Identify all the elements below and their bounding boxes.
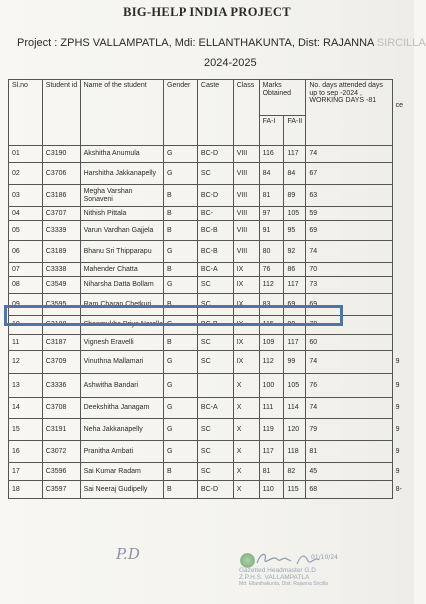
- table-row: [9, 463, 415, 481]
- table-row: [9, 351, 415, 374]
- cell-extra: [392, 163, 414, 185]
- table-row: [9, 163, 415, 185]
- cell-student-id: C3072: [42, 441, 80, 463]
- header-fa1: FA-I: [259, 116, 284, 146]
- cell-fa2: 92: [284, 241, 306, 263]
- academic-year: 2024-2025: [204, 57, 257, 69]
- cell-fa1: 83: [259, 294, 284, 316]
- cell-class: VIII: [233, 163, 259, 185]
- cell-extra: [392, 263, 414, 277]
- cell-extra: [392, 221, 414, 241]
- cell-days: 78: [306, 316, 392, 335]
- cell-days: 74: [306, 241, 392, 263]
- project-line: [17, 37, 426, 49]
- cell-caste: BC-D: [197, 185, 233, 207]
- cell-fa2: 115: [284, 481, 306, 499]
- cell-fa1: 112: [259, 351, 284, 374]
- table-row: [9, 263, 415, 277]
- cell-fa1: 81: [259, 185, 284, 207]
- cell-days: 74: [306, 146, 392, 163]
- project-text-faint: SIRCILLA: [376, 37, 426, 49]
- header-name: Name of the student: [80, 80, 163, 146]
- cell-days: 73: [306, 277, 392, 294]
- cell-gender: B: [164, 335, 198, 351]
- cell-extra: 9: [392, 441, 414, 463]
- cell-name: Sai Neeraj Gudipelly: [80, 481, 163, 499]
- cell-fa2: 82: [284, 463, 306, 481]
- cell-student-id: C3595: [42, 294, 80, 316]
- table-row: [9, 398, 415, 419]
- header-caste: Caste: [197, 80, 233, 146]
- cell-extra: 9: [392, 398, 414, 419]
- cell-gender: G: [164, 398, 198, 419]
- school-stamp: [239, 567, 379, 588]
- cell-caste: BC-A: [197, 398, 233, 419]
- cell-slno: 13: [9, 374, 43, 398]
- cell-caste: SC: [197, 441, 233, 463]
- cell-caste: BC-D: [197, 146, 233, 163]
- cell-caste: BC-: [197, 207, 233, 221]
- cell-days: 69: [306, 294, 392, 316]
- cell-fa1: 112: [259, 277, 284, 294]
- cell-extra: [392, 294, 414, 316]
- cell-fa2: 120: [284, 419, 306, 441]
- cell-gender: G: [164, 374, 198, 398]
- cell-days: 74: [306, 351, 392, 374]
- student-table: [8, 79, 414, 499]
- cell-student-id: C3338: [42, 263, 80, 277]
- cell-extra: 9: [392, 351, 414, 374]
- stamp-line-2: Z.P.H.S. VALLAMPATLA: [239, 574, 310, 582]
- stamp-line-1: Gazetted Headmaster G.D: [239, 567, 316, 574]
- cell-gender: B: [164, 221, 198, 241]
- cell-fa1: 111: [259, 398, 284, 419]
- cell-extra: 8-: [392, 481, 414, 499]
- cell-student-id: C3339: [42, 221, 80, 241]
- cell-days: 60: [306, 335, 392, 351]
- table-row: [9, 374, 415, 398]
- cell-fa1: 97: [259, 207, 284, 221]
- cell-student-id: C3596: [42, 463, 80, 481]
- header-gender: Gender: [164, 80, 198, 146]
- cell-gender: G: [164, 163, 198, 185]
- header-extra: ce: [392, 80, 414, 146]
- cell-class: VIII: [233, 241, 259, 263]
- cell-class: IX: [233, 294, 259, 316]
- header-class: Class: [233, 80, 259, 146]
- cell-name: Neha Jakkanapelly: [80, 419, 163, 441]
- cell-fa1: 110: [259, 481, 284, 499]
- cell-gender: B: [164, 481, 198, 499]
- cell-gender: B: [164, 463, 198, 481]
- cell-student-id: C3186: [42, 185, 80, 207]
- cell-fa2: 114: [284, 398, 306, 419]
- cell-fa2: 89: [284, 185, 306, 207]
- cell-fa2: 105: [284, 374, 306, 398]
- cell-student-id: C3708: [42, 398, 80, 419]
- cell-class: VIII: [233, 185, 259, 207]
- cell-class: VIII: [233, 207, 259, 221]
- cell-student-id: C3188: [42, 316, 80, 335]
- header-slno: Sl.no: [9, 80, 43, 146]
- cell-name: Vignesh Eravelli: [80, 335, 163, 351]
- cell-extra: [392, 277, 414, 294]
- cell-fa2: 95: [284, 221, 306, 241]
- cell-class: X: [233, 481, 259, 499]
- cell-caste: SC: [197, 277, 233, 294]
- cell-caste: BC-A: [197, 263, 233, 277]
- highlight-box: [4, 305, 343, 326]
- cell-slno: 18: [9, 481, 43, 499]
- cell-class: IX: [233, 263, 259, 277]
- cell-days: 69: [306, 221, 392, 241]
- cell-fa1: 100: [259, 374, 284, 398]
- cell-student-id: C3709: [42, 351, 80, 374]
- cell-class: IX: [233, 277, 259, 294]
- cell-extra: [392, 207, 414, 221]
- table-row: [9, 419, 415, 441]
- cell-fa2: 117: [284, 277, 306, 294]
- cell-gender: B: [164, 294, 198, 316]
- cell-student-id: C3707: [42, 207, 80, 221]
- cell-name: Shanmukha Priya Nerella: [80, 316, 163, 335]
- cell-gender: G: [164, 441, 198, 463]
- cell-extra: [392, 241, 414, 263]
- cell-days: 67: [306, 163, 392, 185]
- table-row: [9, 241, 415, 263]
- cell-slno: 01: [9, 146, 43, 163]
- cell-gender: B: [164, 263, 198, 277]
- cell-fa1: 116: [259, 146, 284, 163]
- cell-name: Pranitha Ambati: [80, 441, 163, 463]
- cell-caste: SC: [197, 163, 233, 185]
- cell-slno: 06: [9, 241, 43, 263]
- cell-gender: B: [164, 207, 198, 221]
- cell-caste: SC: [197, 335, 233, 351]
- table-row: [9, 146, 415, 163]
- cell-caste: SC: [197, 294, 233, 316]
- cell-fa2: 84: [284, 163, 306, 185]
- cell-gender: B: [164, 185, 198, 207]
- cell-fa1: 109: [259, 335, 284, 351]
- cell-slno: 12: [9, 351, 43, 374]
- cell-caste: [197, 374, 233, 398]
- header-marks: Marks Obtained: [259, 80, 306, 116]
- cell-fa2: 99: [284, 351, 306, 374]
- cell-student-id: C3191: [42, 419, 80, 441]
- cell-name: Ashwitha Bandari: [80, 374, 163, 398]
- cell-fa1: 81: [259, 463, 284, 481]
- cell-fa1: 80: [259, 241, 284, 263]
- cell-fa2: 86: [284, 263, 306, 277]
- header-student-id: Student id: [42, 80, 80, 146]
- cell-gender: G: [164, 241, 198, 263]
- cell-class: IX: [233, 351, 259, 374]
- cell-name: Varun Vardhan Gajjela: [80, 221, 163, 241]
- cell-fa2: 99: [284, 316, 306, 335]
- cell-student-id: C3187: [42, 335, 80, 351]
- cell-slno: 17: [9, 463, 43, 481]
- cell-name: Deekshitha Janagam: [80, 398, 163, 419]
- cell-slno: 15: [9, 419, 43, 441]
- cell-student-id: C3190: [42, 146, 80, 163]
- cell-name: Akshitha Anumula: [80, 146, 163, 163]
- table-row: [9, 481, 415, 499]
- cell-extra: 9: [392, 463, 414, 481]
- cell-fa2: 117: [284, 335, 306, 351]
- cell-name: Ram Charan Chetkuri: [80, 294, 163, 316]
- cell-fa1: 84: [259, 163, 284, 185]
- cell-fa2: 117: [284, 146, 306, 163]
- cell-fa2: 69: [284, 294, 306, 316]
- cell-student-id: C3336: [42, 374, 80, 398]
- cell-slno: 16: [9, 441, 43, 463]
- cell-student-id: C3189: [42, 241, 80, 263]
- cell-class: VIII: [233, 146, 259, 163]
- table-row: [9, 277, 415, 294]
- cell-gender: G: [164, 316, 198, 335]
- cell-fa1: 91: [259, 221, 284, 241]
- cell-slno: 11: [9, 335, 43, 351]
- cell-name: Niharsha Datta Bollam: [80, 277, 163, 294]
- cell-slno: 14: [9, 398, 43, 419]
- cell-days: 70: [306, 263, 392, 277]
- cell-student-id: C3549: [42, 277, 80, 294]
- cell-days: 45: [306, 463, 392, 481]
- cell-extra: 9: [392, 374, 414, 398]
- cell-class: X: [233, 419, 259, 441]
- cell-extra: [392, 335, 414, 351]
- cell-name: Nithish Pittala: [80, 207, 163, 221]
- cell-gender: G: [164, 277, 198, 294]
- cell-slno: 03: [9, 185, 43, 207]
- cell-class: X: [233, 441, 259, 463]
- cell-class: VIII: [233, 221, 259, 241]
- cell-student-id: C3706: [42, 163, 80, 185]
- cell-class: X: [233, 398, 259, 419]
- cell-days: 81: [306, 441, 392, 463]
- table-row: [9, 221, 415, 241]
- project-text: Project : ZPHS VALLAMPATLA, Mdi: ELLANTHAKUNTA, Dist: RAJANNA: [17, 37, 374, 49]
- cell-extra: [392, 316, 414, 335]
- header-days: No. days attended days up to sep -2024 , WORKING DAYS -81: [306, 80, 392, 146]
- table-row: [9, 441, 415, 463]
- cell-caste: SC: [197, 351, 233, 374]
- table-row: [9, 207, 415, 221]
- cell-fa2: 105: [284, 207, 306, 221]
- cell-days: 76: [306, 374, 392, 398]
- cell-fa1: 115: [259, 316, 284, 335]
- cell-fa1: 117: [259, 441, 284, 463]
- cell-slno: 04: [9, 207, 43, 221]
- cell-extra: 9: [392, 419, 414, 441]
- table-header-row: [9, 80, 415, 116]
- signature-date: 01/10/24: [311, 554, 338, 561]
- cell-slno: 09: [9, 294, 43, 316]
- cell-slno: 10: [9, 316, 43, 335]
- cell-gender: G: [164, 146, 198, 163]
- cell-caste: BC-B: [197, 316, 233, 335]
- table-row: [9, 335, 415, 351]
- cell-caste: SC: [197, 419, 233, 441]
- cell-days: 59: [306, 207, 392, 221]
- cell-slno: 08: [9, 277, 43, 294]
- cell-extra: [392, 146, 414, 163]
- handwritten-initials: P.D: [116, 545, 140, 563]
- cell-fa2: 118: [284, 441, 306, 463]
- table-row: [9, 185, 415, 207]
- cell-days: 74: [306, 398, 392, 419]
- cell-days: 68: [306, 481, 392, 499]
- cell-caste: BC-B: [197, 221, 233, 241]
- cell-extra: [392, 185, 414, 207]
- cell-name: Sai Kumar Radam: [80, 463, 163, 481]
- table-body: [9, 80, 415, 499]
- cell-class: IX: [233, 316, 259, 335]
- cell-caste: BC-B: [197, 241, 233, 263]
- cell-class: X: [233, 374, 259, 398]
- document-title: BIG-HELP INDIA PROJECT: [123, 5, 291, 19]
- cell-name: Bhanu Sri Thipparapu: [80, 241, 163, 263]
- cell-name: Megha Varshan Sonaveni: [80, 185, 163, 207]
- stamp-line-3: Md: Ellanthakunta, Dist: Rajanna Sircilla: [239, 580, 328, 587]
- cell-class: X: [233, 463, 259, 481]
- cell-gender: G: [164, 419, 198, 441]
- cell-slno: 07: [9, 263, 43, 277]
- cell-gender: G: [164, 351, 198, 374]
- cell-caste: SC: [197, 463, 233, 481]
- cell-fa1: 119: [259, 419, 284, 441]
- cell-slno: 05: [9, 221, 43, 241]
- cell-caste: BC-D: [197, 481, 233, 499]
- cell-class: IX: [233, 335, 259, 351]
- header-fa2: FA-II: [284, 116, 306, 146]
- cell-name: Vinuthna Mallamari: [80, 351, 163, 374]
- cell-days: 63: [306, 185, 392, 207]
- cell-student-id: C3597: [42, 481, 80, 499]
- cell-name: Mahender Chatta: [80, 263, 163, 277]
- cell-fa1: 76: [259, 263, 284, 277]
- cell-slno: 02: [9, 163, 43, 185]
- cell-days: 79: [306, 419, 392, 441]
- cell-name: Harshitha Jakkanapelly: [80, 163, 163, 185]
